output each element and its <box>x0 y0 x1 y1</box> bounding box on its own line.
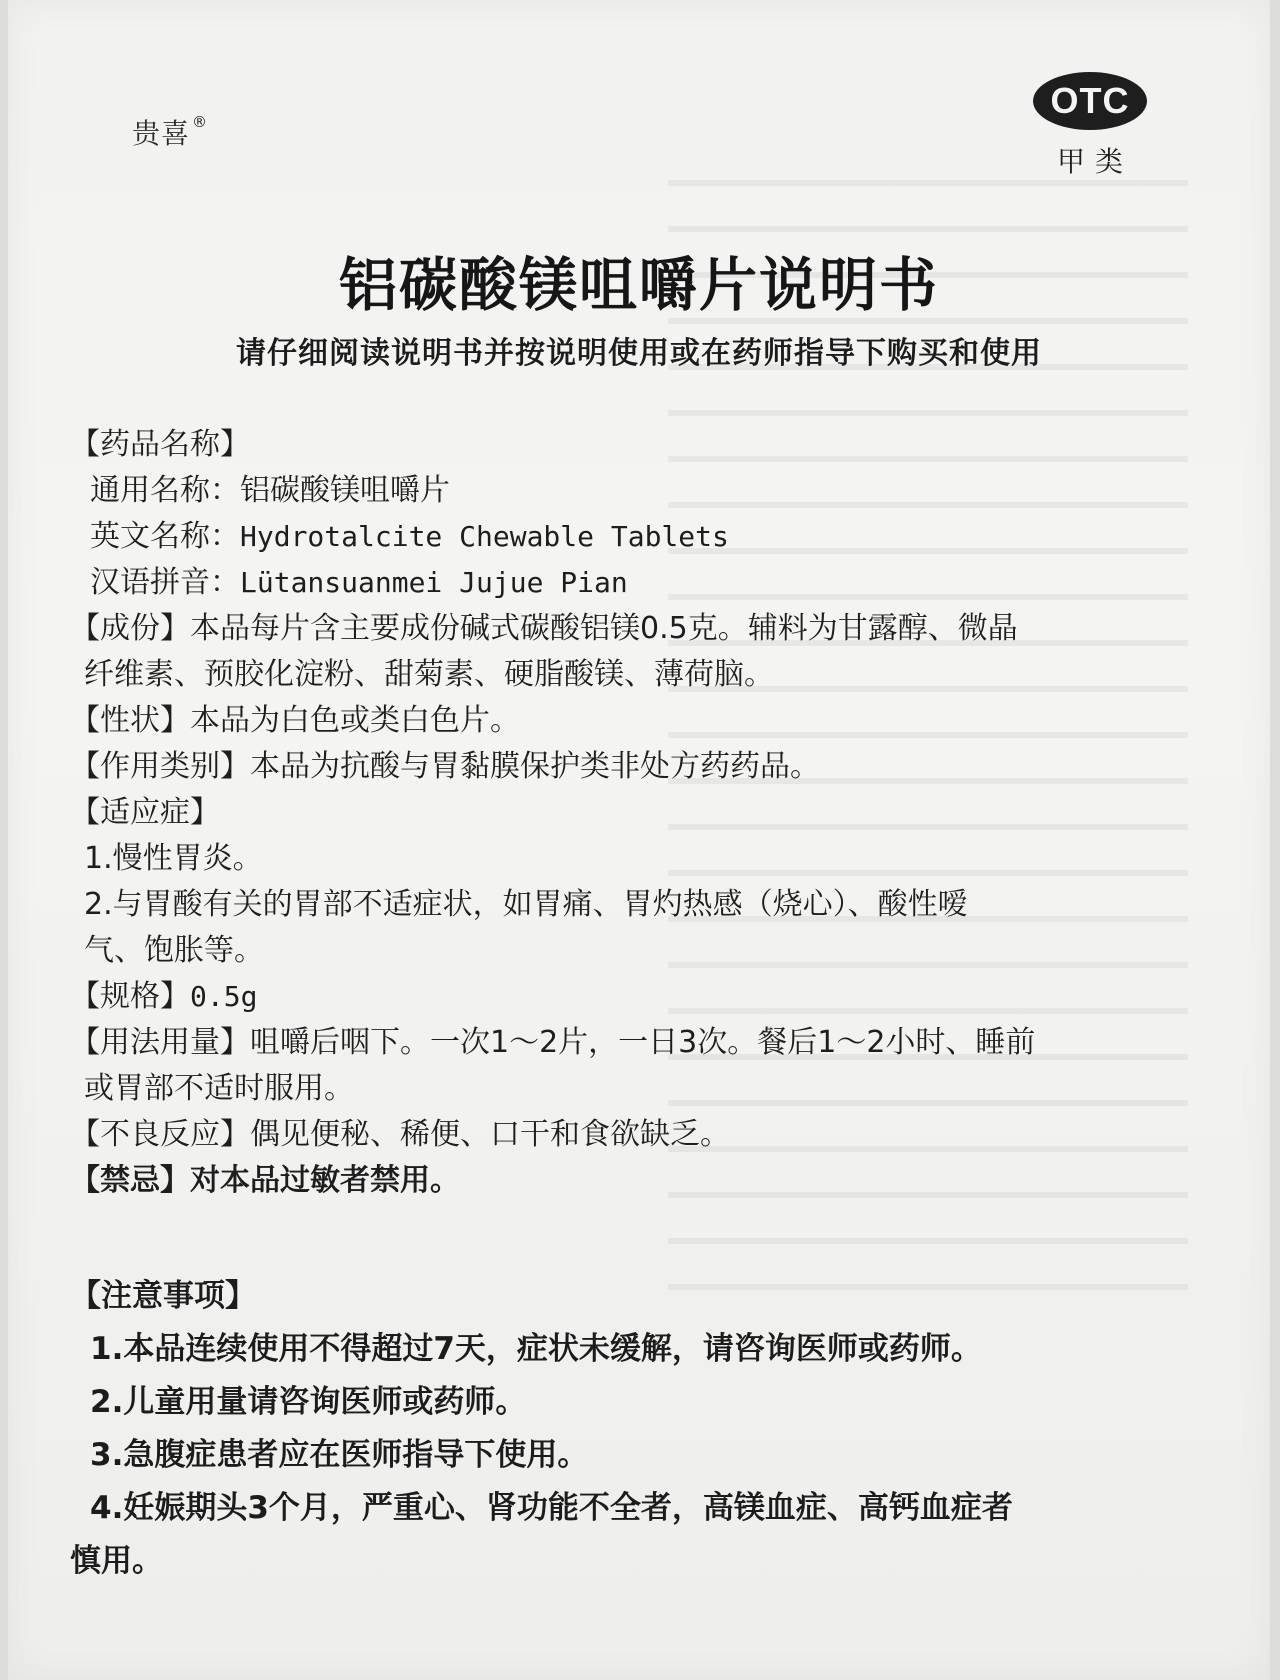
generic-name: 通用名称：铝碳酸镁咀嚼片 <box>90 473 450 508</box>
english-name: Hydrotalcite Chewable Tablets <box>240 520 729 553</box>
indication-item-2-line-2: 气、饱胀等。 <box>84 933 264 968</box>
document-title: 铝碳酸镁咀嚼片说明书 <box>338 251 939 319</box>
category: 【作用类别】本品为抗酸与胃黏膜保护类非处方药药品。 <box>70 749 820 784</box>
otc-mark <box>1030 72 1150 180</box>
dosage-line-2: 或胃部不适时服用。 <box>84 1071 354 1106</box>
pinyin-name: Lütansuanmei Jujue Pian <box>240 566 628 599</box>
precautions-section <box>70 1270 1192 1588</box>
brand-logo <box>132 112 208 152</box>
registered-mark: ® <box>192 112 209 131</box>
dosage-line-1: 【用法用量】咀嚼后咽下。一次1～2片，一日3次。餐后1～2小时、睡前 <box>70 1025 1036 1060</box>
specification-label: 【规格】 <box>70 979 190 1014</box>
english-name-label: 英文名称： <box>90 519 240 554</box>
otc-badge: OTC <box>1033 72 1147 130</box>
pinyin-label: 汉语拼音： <box>90 565 240 600</box>
precaution-item-3: 3.急腹症患者应在医师指导下使用。 <box>90 1437 589 1473</box>
specification-row <box>70 974 1192 1020</box>
indication-item-1: 1.慢性胃炎。 <box>84 841 263 876</box>
leaflet-sheet <box>8 0 1270 1680</box>
description: 【性状】本品为白色或类白色片。 <box>70 703 520 738</box>
contraindications: 【禁忌】对本品过敏者禁用。 <box>70 1163 460 1198</box>
document-subtitle: 请仔细阅读说明书并按说明使用或在药师指导下购买和使用 <box>236 336 1042 371</box>
composition-line-2: 纤维素、预胶化淀粉、甜菊素、硬脂酸镁、薄荷脑。 <box>84 657 774 692</box>
pinyin-row <box>70 560 1192 606</box>
adverse-reactions: 【不良反应】偶见便秘、稀便、口干和食欲缺乏。 <box>70 1117 730 1152</box>
english-name-row <box>70 514 1192 560</box>
composition-line-1: 【成份】本品每片含主要成份碱式碳酸铝镁0.5克。辅料为甘露醇、微晶 <box>70 611 1018 646</box>
precaution-item-4-line-2: 慎用。 <box>70 1543 163 1579</box>
precaution-item-1: 1.本品连续使用不得超过7天，症状未缓解，请咨询医师或药师。 <box>90 1331 982 1367</box>
drug-name-heading: 【药品名称】 <box>70 427 250 462</box>
indications-heading: 【适应症】 <box>70 795 220 830</box>
leaflet-body <box>70 422 1192 1204</box>
indication-item-2-line-1: 2.与胃酸有关的胃部不适症状，如胃痛、胃灼热感（烧心）、酸性嗳 <box>84 887 968 922</box>
otc-class-label: 甲类 <box>1056 145 1133 178</box>
precaution-item-2: 2.儿童用量请咨询医师或药师。 <box>90 1384 527 1420</box>
specification-value: 0.5g <box>190 980 258 1013</box>
precautions-heading: 【注意事项】 <box>70 1278 256 1314</box>
brand-name: 贵喜 <box>132 117 191 150</box>
precaution-item-4-line-1: 4.妊娠期头3个月，严重心、肾功能不全者，高镁血症、高钙血症者 <box>90 1490 1013 1526</box>
